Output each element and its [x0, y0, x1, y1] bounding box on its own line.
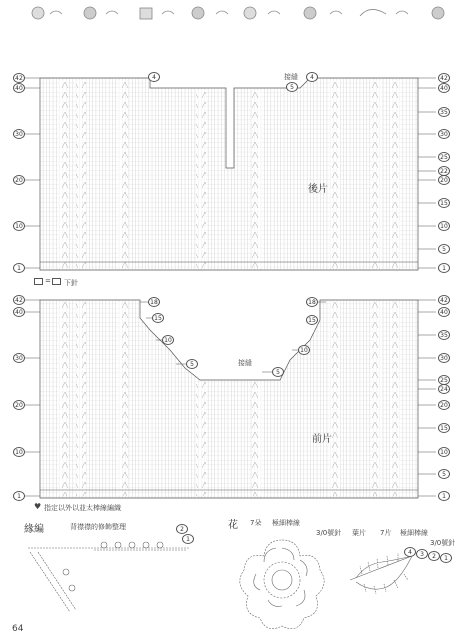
leaf-hook: 3/0號針 [430, 539, 456, 547]
back-row-left-42: 42 [13, 73, 25, 83]
front-panel-label: 前片 [312, 434, 332, 445]
edging-subtitle: 背襟襟的修飾整理 [70, 523, 126, 531]
leaf-count: 7片 [380, 529, 392, 537]
front-row-left-10: 10 [13, 447, 25, 457]
front-callout-5-left: 5 [186, 359, 198, 369]
heart-icon: ♥ [34, 502, 42, 511]
back-seam-label: 接縫 [284, 73, 298, 81]
front-callout-15-right: 15 [306, 315, 318, 325]
page-number: 64 [12, 624, 24, 634]
front-row-right-40: 40 [438, 307, 450, 317]
edging-num-1: 1 [182, 534, 194, 544]
front-row-right-30: 30 [438, 353, 450, 363]
front-row-right-20: 20 [438, 400, 450, 410]
edging-num-2: 2 [176, 524, 188, 534]
legend-note: 下針 [64, 279, 78, 287]
back-row-left-20: 20 [13, 175, 25, 185]
back-row-right-20: 20 [438, 175, 450, 185]
legend-equals: = [45, 277, 51, 285]
front-panel-grid [24, 300, 436, 498]
back-row-right-40: 40 [438, 83, 450, 93]
back-row-left-10: 10 [13, 221, 25, 231]
back-row-right-22: 22 [438, 166, 450, 176]
legend-knit-box [52, 278, 61, 285]
leaf-title: 葉片 [352, 529, 366, 537]
front-callout-15-left: 15 [152, 313, 164, 323]
front-callout-10-left: 10 [162, 335, 174, 345]
front-row-right-25: 25 [438, 375, 450, 385]
back-row-left-1: 1 [13, 263, 25, 273]
back-row-right-42: 42 [438, 73, 450, 83]
front-row-left-30: 30 [13, 353, 25, 363]
front-row-left-42: 42 [13, 295, 25, 305]
leaf-num-3: 3 [416, 549, 428, 559]
flower-diagram [240, 540, 324, 629]
back-callout-right-4: 4 [306, 72, 318, 82]
front-callout-5-right: 5 [272, 367, 284, 377]
yarn-note: 指定以外以並太棒線編織 [44, 504, 121, 512]
flower-count: 7朵 [250, 519, 262, 527]
back-row-left-40: 40 [13, 83, 25, 93]
front-callout-18-right: 18 [306, 297, 318, 307]
leaf-yarn: 極細棒線 [400, 529, 428, 537]
front-row-right-1: 1 [438, 491, 450, 501]
back-row-right-30: 30 [438, 129, 450, 139]
back-row-left-30: 30 [13, 129, 25, 139]
flower-yarn: 極細棒線 [272, 519, 300, 527]
leaf-diagram [350, 553, 412, 594]
flower-hook: 3/0號針 [316, 529, 342, 537]
back-panel-grid [24, 78, 436, 270]
back-callout-right-5: 5 [286, 82, 298, 92]
back-row-right-10: 10 [438, 221, 450, 231]
back-row-right-5: 5 [438, 244, 450, 254]
back-row-right-15: 15 [438, 198, 450, 208]
front-callout-10-right: 10 [298, 345, 310, 355]
front-row-right-42: 42 [438, 295, 450, 305]
back-panel-label: 後片 [308, 184, 328, 195]
leaf-num-2: 2 [428, 551, 440, 561]
front-callout-18-left: 18 [148, 297, 160, 307]
front-row-left-40: 40 [13, 307, 25, 317]
front-row-right-15: 15 [438, 423, 450, 433]
back-row-right-1: 1 [438, 263, 450, 273]
front-row-right-24: 24 [438, 384, 450, 394]
front-row-right-35: 35 [438, 330, 450, 340]
back-row-right-35: 35 [438, 107, 450, 117]
back-callout-left: 4 [148, 72, 160, 82]
edging-diagram [28, 542, 190, 612]
legend-empty-box [34, 278, 43, 285]
front-row-right-5: 5 [438, 469, 450, 479]
front-row-right-10: 10 [438, 447, 450, 457]
flower-title: 花 [228, 520, 238, 531]
front-seam-label: 接縫 [238, 359, 252, 367]
front-row-left-20: 20 [13, 400, 25, 410]
front-row-left-1: 1 [13, 491, 25, 501]
leaf-num-1: 1 [440, 553, 452, 563]
edging-title: 緣編 [24, 524, 44, 535]
back-row-right-25: 25 [438, 152, 450, 162]
leaf-num-4: 4 [404, 547, 416, 557]
